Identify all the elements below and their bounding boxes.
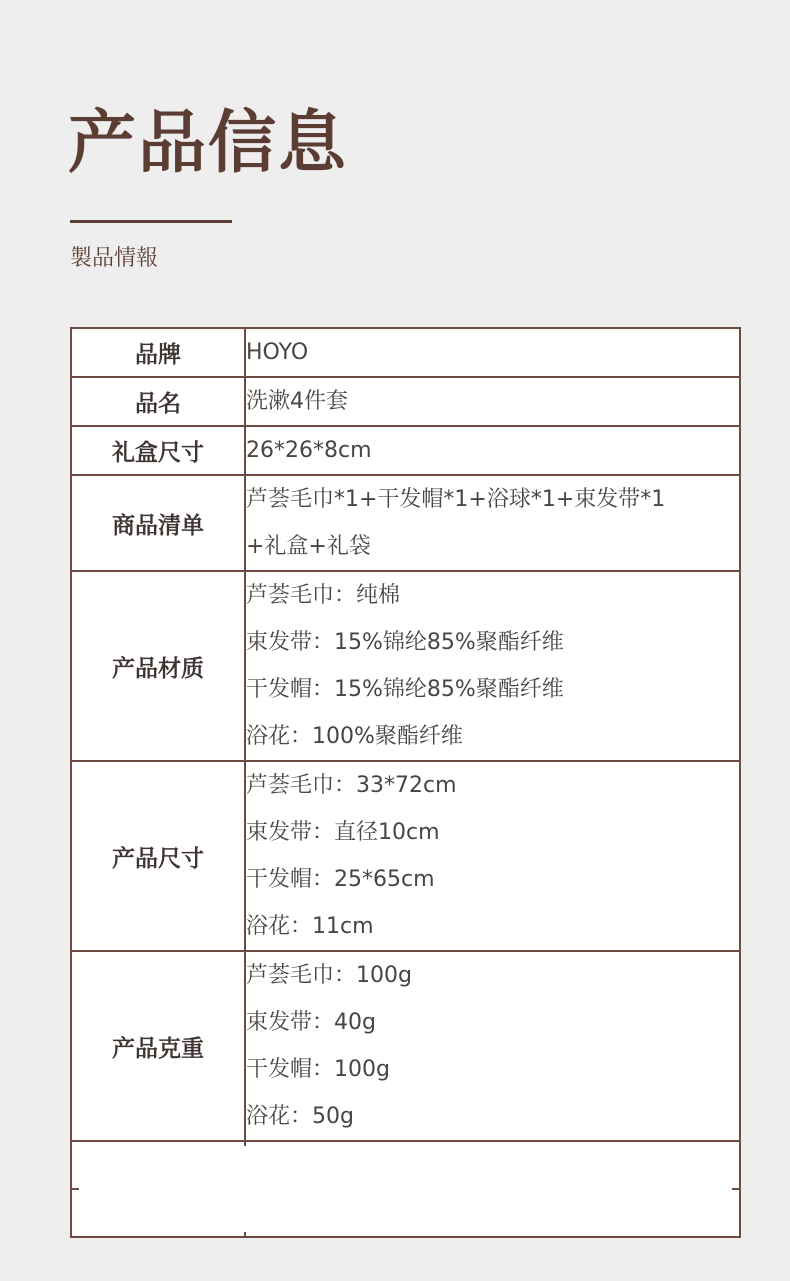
row-tick-mark [732,1188,739,1190]
spec-row-brand [71,328,740,377]
product-spec-table [70,327,741,1238]
title-divider [70,220,232,223]
row-tick-mark [72,1188,79,1190]
spec-value-line: 芦荟毛巾：纯棉 [246,583,401,608]
spec-row-name [71,377,740,426]
spec-value-line: 浴花：11cm [246,914,374,939]
spec-label: 商品清单 [71,475,245,571]
spec-value [245,761,740,951]
spec-value [245,377,740,426]
spec-value-line: 26*26*8cm [246,438,372,463]
spec-row-empty [71,1141,740,1237]
spec-empty-cell [71,1141,740,1237]
spec-row-material [71,571,740,761]
spec-label: 礼盒尺寸 [71,426,245,475]
spec-value-line: +礼盒+礼袋 [246,534,371,559]
spec-value-line: 浴花：100%聚酯纤维 [246,724,463,749]
spec-label: 品名 [71,377,245,426]
column-stub-mark [244,1142,246,1146]
spec-label: 产品克重 [71,951,245,1141]
spec-value-line: 浴花：50g [246,1104,354,1129]
spec-label: 品牌 [71,328,245,377]
spec-value [245,475,740,571]
column-stub-mark [244,1232,246,1236]
spec-value-line: 洗漱4件套 [246,389,348,414]
spec-value [245,571,740,761]
spec-value [245,328,740,377]
spec-value-line: 干发帽：15%锦纶85%聚酯纤维 [246,677,564,702]
spec-value-line: 芦荟毛巾：100g [246,963,412,988]
spec-value-line: 束发带：15%锦纶85%聚酯纤维 [246,630,564,655]
spec-value [245,951,740,1141]
spec-value-line: 芦荟毛巾*1+干发帽*1+浴球*1+束发带*1 [246,487,666,512]
spec-value-line: 束发带：直径10cm [246,820,440,845]
spec-value-line: 芦荟毛巾：33*72cm [246,773,457,798]
spec-row-contents [71,475,740,571]
spec-label: 产品材质 [71,571,245,761]
spec-value-line: HOYO [246,340,309,365]
spec-value-line: 干发帽：25*65cm [246,867,435,892]
spec-value-line: 束发带：40g [246,1010,376,1035]
spec-value-line: 干发帽：100g [246,1057,390,1082]
page-title: 产品信息 [68,104,349,183]
spec-row-weight [71,951,740,1141]
spec-row-box-size [71,426,740,475]
spec-label: 产品尺寸 [71,761,245,951]
spec-row-size [71,761,740,951]
page-subtitle: 製品情報 [70,246,159,271]
spec-value [245,426,740,475]
